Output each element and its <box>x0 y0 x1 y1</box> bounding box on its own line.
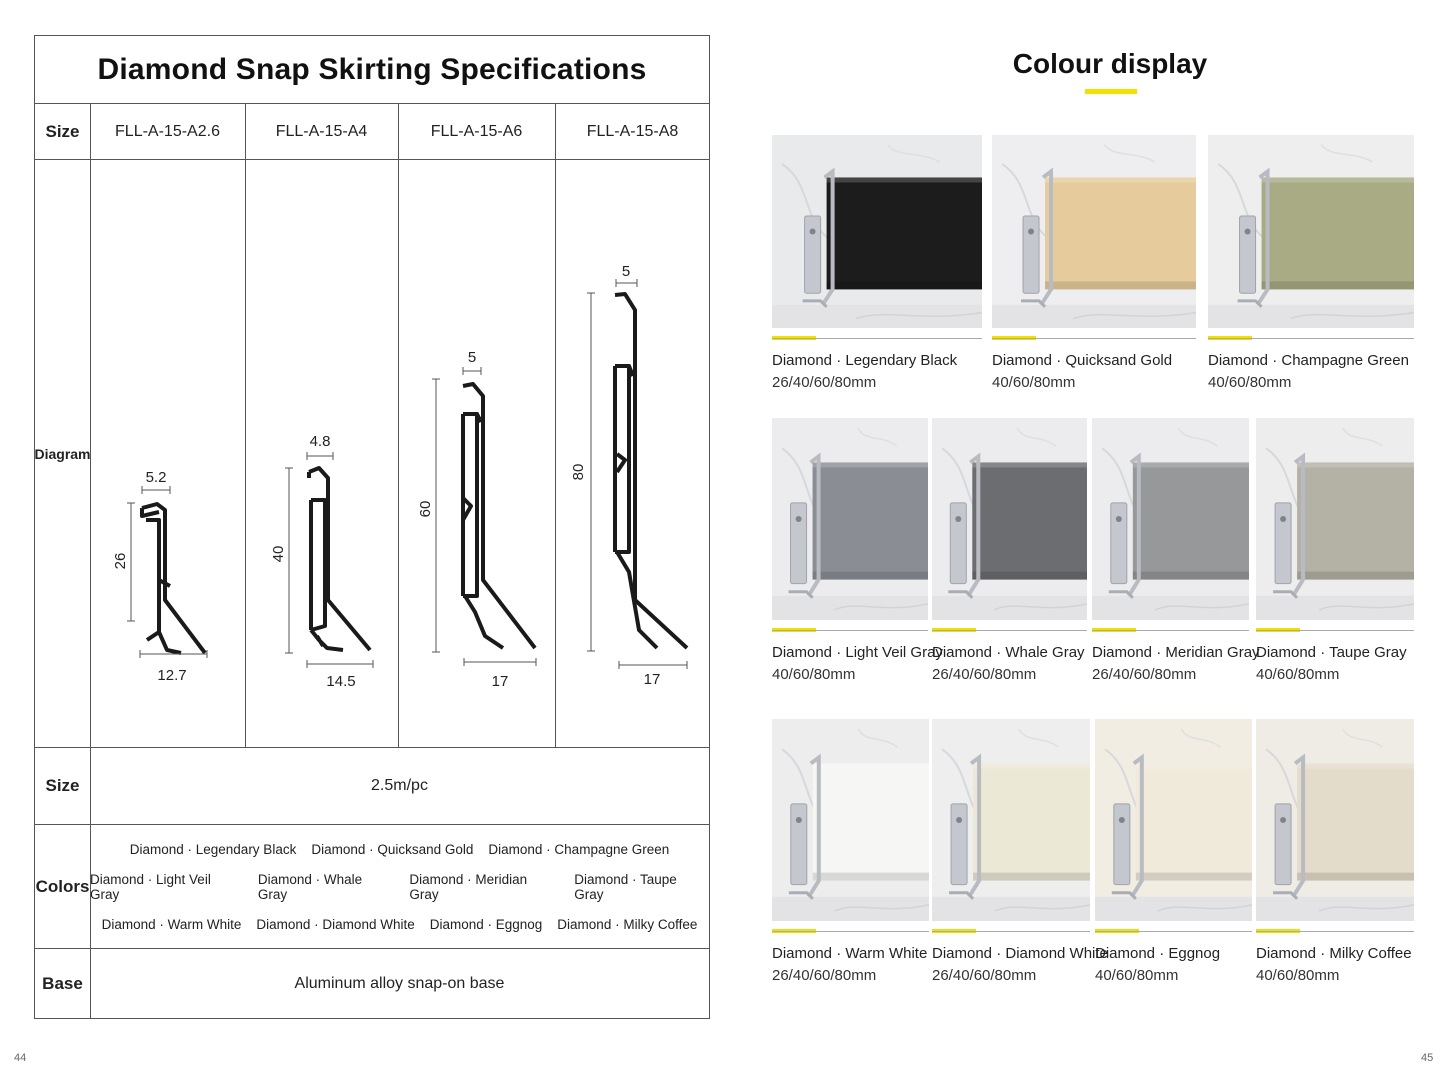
colour-swatch <box>1256 719 1414 991</box>
color-name: Diamond · Quicksand Gold <box>311 841 474 857</box>
skirting-photo <box>1208 135 1414 328</box>
divider <box>1092 630 1249 631</box>
colour-swatch <box>1095 719 1252 991</box>
colors-label: Colors <box>35 825 91 948</box>
dim-top: 5.2 <box>145 469 167 486</box>
dim-top: 4.8 <box>309 433 331 450</box>
model-cell: FLL-A-15-A6 <box>430 122 523 140</box>
swatch-name: Diamond · Diamond White <box>932 945 1108 962</box>
base-row <box>35 949 709 1019</box>
model-row <box>35 104 709 160</box>
color-name: Diamond · Eggnog <box>429 916 543 932</box>
swatch-sizes: 26/40/60/80mm <box>932 967 1037 984</box>
color-name: Diamond · Meridian Gray <box>409 871 528 902</box>
colors-row <box>35 825 709 949</box>
swatch-name: Diamond · Warm White <box>772 945 928 962</box>
divider <box>1208 338 1414 339</box>
divider <box>932 931 1090 932</box>
divider <box>1095 931 1252 932</box>
colour-swatch <box>1208 135 1414 398</box>
dim-width: 17 <box>491 673 509 690</box>
divider <box>772 338 982 339</box>
swatch-sizes: 40/60/80mm <box>1095 967 1179 984</box>
length-label: Size <box>35 748 91 824</box>
diagram-label: Diagram <box>35 160 91 747</box>
length-value: 2.5m/pc <box>371 777 428 794</box>
profile-diagram-a4 <box>270 433 373 690</box>
profile-diagram-a8 <box>570 263 687 688</box>
dim-height: 26 <box>112 552 129 570</box>
skirting-photo <box>772 719 929 921</box>
divider <box>1256 630 1414 631</box>
skirting-photo <box>932 418 1087 620</box>
dim-height: 60 <box>417 500 434 518</box>
skirting-photo <box>1095 719 1252 921</box>
color-name: Diamond · Light Veil Gray <box>90 871 211 902</box>
color-name: Diamond · Diamond White <box>256 916 415 932</box>
swatch-name: Diamond · Quicksand Gold <box>992 352 1173 369</box>
swatch-sizes: 40/60/80mm <box>1256 666 1340 683</box>
color-name: Diamond · Legendary Black <box>129 841 297 857</box>
page-number-left: 44 <box>14 1052 27 1064</box>
color-name: Diamond · Warm White <box>101 916 242 932</box>
profile-diagrams <box>35 160 709 748</box>
colour-swatch <box>772 719 929 991</box>
skirting-photo <box>932 719 1090 921</box>
model-cell: FLL-A-15-A8 <box>586 122 679 140</box>
swatch-name: Diamond · Taupe Gray <box>1256 644 1407 661</box>
swatch-sizes: 40/60/80mm <box>772 666 856 683</box>
divider <box>1256 931 1414 932</box>
dim-height: 80 <box>570 463 587 481</box>
swatch-sizes: 40/60/80mm <box>1256 967 1340 984</box>
divider <box>932 630 1087 631</box>
swatch-sizes: 26/40/60/80mm <box>932 666 1037 683</box>
dim-top: 5 <box>467 349 477 366</box>
swatch-name: Diamond · Milky Coffee <box>1256 945 1412 962</box>
swatch-sizes: 26/40/60/80mm <box>772 967 877 984</box>
skirting-photo <box>772 418 928 620</box>
swatch-sizes: 26/40/60/80mm <box>1092 666 1197 683</box>
colour-swatch <box>772 418 943 690</box>
swatch-name: Diamond · Whale Gray <box>932 644 1085 661</box>
swatch-name: Diamond · Light Veil Gray <box>772 644 943 661</box>
dim-height: 40 <box>270 545 287 563</box>
colour-swatch <box>992 135 1196 398</box>
model-cell: FLL-A-15-A4 <box>275 122 368 140</box>
dim-top: 5 <box>621 263 631 280</box>
swatch-sizes: 26/40/60/80mm <box>772 374 877 391</box>
swatch-sizes: 40/60/80mm <box>1208 374 1292 391</box>
page-number-right: 45 <box>1421 1052 1434 1064</box>
colour-swatch <box>932 418 1087 690</box>
base-label: Base <box>35 949 91 1019</box>
colour-swatch <box>932 719 1108 991</box>
color-name: Diamond · Champagne Green <box>488 841 670 857</box>
colour-swatch <box>1092 418 1260 690</box>
swatch-name: Diamond · Champagne Green <box>1208 352 1409 369</box>
swatch-sizes: 40/60/80mm <box>992 374 1076 391</box>
spec-title: Diamond Snap Skirting Specifications <box>35 36 709 104</box>
dim-width: 12.7 <box>157 667 187 684</box>
model-cell: FLL-A-15-A2.6 <box>115 122 220 140</box>
skirting-photo <box>992 135 1196 328</box>
swatch-name: Diamond · Legendary Black <box>772 352 958 369</box>
profile-diagram-a2-6 <box>112 469 207 684</box>
color-name: Diamond · Taupe Gray <box>574 871 677 902</box>
skirting-photo <box>1256 418 1414 620</box>
profile-diagram-a6 <box>417 349 536 690</box>
color-name: Diamond · Milky Coffee <box>557 916 698 932</box>
colour-display-title: Colour display <box>1012 48 1208 79</box>
title-underline <box>1085 89 1137 94</box>
length-row <box>35 748 709 825</box>
dim-width: 17 <box>643 671 661 688</box>
colors-list <box>90 825 709 948</box>
color-name: Diamond · Whale Gray <box>257 871 363 902</box>
skirting-photo <box>772 135 982 328</box>
colour-swatch <box>772 135 982 398</box>
divider <box>772 931 929 932</box>
divider <box>772 630 928 631</box>
swatch-name: Diamond · Eggnog <box>1095 945 1221 962</box>
skirting-photo <box>1256 719 1414 921</box>
diagram-row <box>35 160 709 748</box>
dim-width: 14.5 <box>326 673 356 690</box>
skirting-photo <box>1092 418 1249 620</box>
swatch-name: Diamond · Meridian Gray <box>1092 644 1260 661</box>
divider <box>992 338 1196 339</box>
spec-table <box>34 35 710 1019</box>
colour-swatch <box>1256 418 1414 690</box>
base-value: Aluminum alloy snap-on base <box>294 975 505 992</box>
size-label: Size <box>35 104 91 159</box>
